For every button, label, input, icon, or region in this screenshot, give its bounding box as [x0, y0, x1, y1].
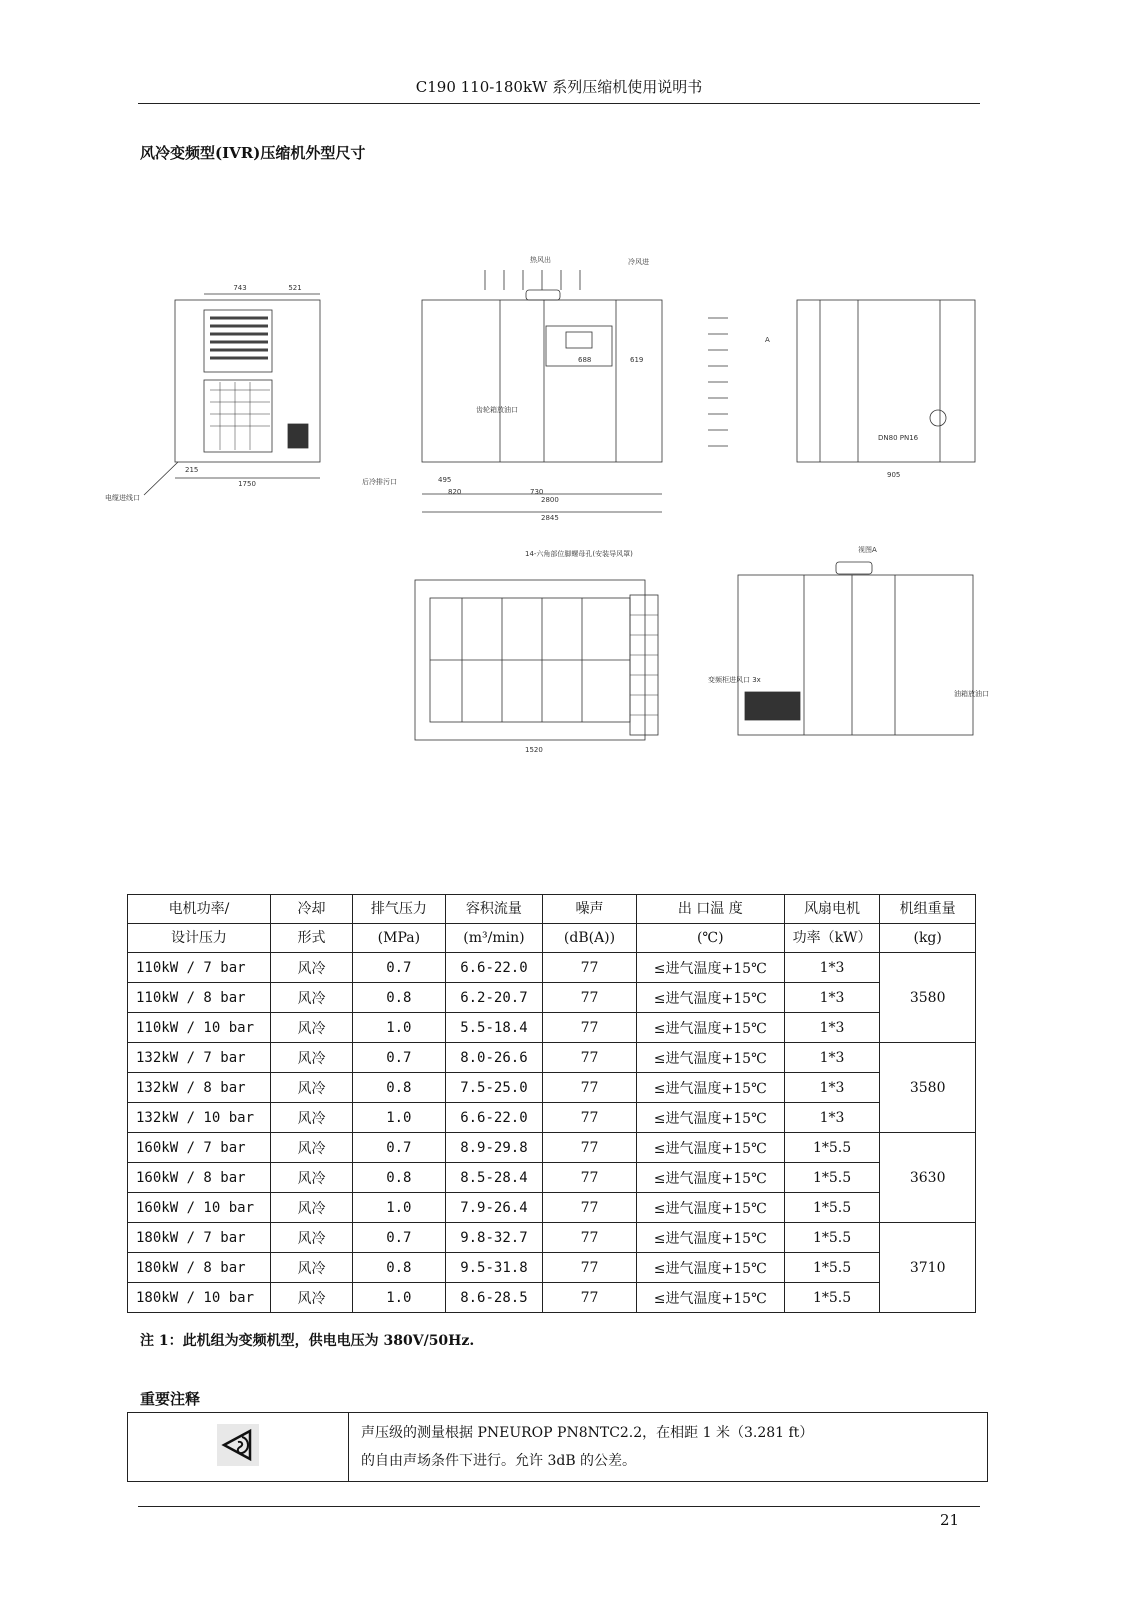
table-cell: ≤进气温度+15℃: [636, 983, 784, 1013]
table-cell: 1*5.5: [784, 1223, 880, 1253]
header-cell: (kg): [880, 924, 976, 953]
table-cell: 8.9-29.8: [445, 1133, 543, 1163]
table-cell: 9.5-31.8: [445, 1253, 543, 1283]
table-cell: 1*3: [784, 1013, 880, 1043]
header-cell: 电机功率/: [128, 895, 271, 924]
section-title: 风冷变频型(IVR)压缩机外型尺寸: [140, 144, 366, 162]
table-cell: 1.0: [353, 1193, 446, 1223]
table-row: [128, 1253, 976, 1283]
weight-cell: 3710: [880, 1223, 976, 1313]
table-cell: 5.5-18.4: [445, 1013, 543, 1043]
table-cell: 110kW / 8 bar: [128, 983, 271, 1013]
table-cell: 132kW / 7 bar: [128, 1043, 271, 1073]
table-row: [128, 1133, 976, 1163]
svg-text:495: 495: [438, 476, 452, 484]
page-number: 21: [940, 1511, 960, 1529]
weight-cell: 3580: [880, 1043, 976, 1133]
weight-cell: 3580: [880, 953, 976, 1043]
page-header: C190 110-180kW 系列压缩机使用说明书: [415, 78, 703, 96]
table-cell: 77: [543, 1103, 637, 1133]
table-cell: 风冷: [270, 1223, 352, 1253]
table-cell: ≤进气温度+15℃: [636, 1133, 784, 1163]
table-cell: 77: [543, 1223, 637, 1253]
important-title: 重要注释: [140, 1390, 201, 1408]
table-cell: 8.6-28.5: [445, 1283, 543, 1313]
table-row: [128, 983, 976, 1013]
header-cell: 机组重量: [880, 895, 976, 924]
svg-text:820: 820: [448, 488, 462, 496]
view-a: [708, 545, 989, 735]
note-1: 注 1：此机组为变频机型，供电电压为 380V/50Hz.: [140, 1333, 475, 1349]
table-cell: 0.7: [353, 1223, 446, 1253]
table-header-row-2: [128, 924, 976, 953]
table-cell: 1.0: [353, 1103, 446, 1133]
table-row: [128, 1043, 976, 1073]
svg-text:齿轮箱放油口: 齿轮箱放油口: [476, 406, 518, 414]
important-text-cell: [349, 1413, 988, 1482]
table-row: [128, 1223, 976, 1253]
table-cell: ≤进气温度+15℃: [636, 1043, 784, 1073]
svg-text:2845: 2845: [541, 514, 559, 522]
header-cell: 容积流量: [445, 895, 543, 924]
table-row: [128, 1013, 976, 1043]
dimension-drawing: [100, 250, 989, 780]
header-cell: 功率（kW）: [784, 924, 880, 953]
table-cell: 8.5-28.4: [445, 1163, 543, 1193]
table-cell: 风冷: [270, 1253, 352, 1283]
table-cell: 77: [543, 1043, 637, 1073]
table-cell: 77: [543, 1163, 637, 1193]
svg-text:2800: 2800: [541, 496, 559, 504]
table-cell: 132kW / 10 bar: [128, 1103, 271, 1133]
table-cell: ≤进气温度+15℃: [636, 1103, 784, 1133]
table-cell: 1*3: [784, 1103, 880, 1133]
table-cell: 132kW / 8 bar: [128, 1073, 271, 1103]
header-cell: (℃): [636, 924, 784, 953]
table-cell: 1*3: [784, 1043, 880, 1073]
svg-text:14-六角部位脚螺母孔(安装导风罩): 14-六角部位脚螺母孔(安装导风罩): [525, 550, 633, 558]
svg-text:215: 215: [185, 466, 199, 474]
table-cell: 110kW / 7 bar: [128, 953, 271, 983]
table-cell: 0.8: [353, 983, 446, 1013]
table-cell: 160kW / 8 bar: [128, 1163, 271, 1193]
table-cell: 0.7: [353, 953, 446, 983]
table-cell: 1*5.5: [784, 1163, 880, 1193]
header-cell: (m³/min): [445, 924, 543, 953]
header-cell: 形式: [270, 924, 352, 953]
table-cell: 77: [543, 1073, 637, 1103]
table-cell: 风冷: [270, 1013, 352, 1043]
table-cell: 1*3: [784, 953, 880, 983]
table-cell: 风冷: [270, 1193, 352, 1223]
table-cell: 77: [543, 1013, 637, 1043]
table-cell: 180kW / 7 bar: [128, 1223, 271, 1253]
svg-text:619: 619: [630, 356, 644, 364]
table-cell: 7.9-26.4: [445, 1193, 543, 1223]
table-cell: ≤进气温度+15℃: [636, 1013, 784, 1043]
svg-text:后冷排污口: 后冷排污口: [362, 478, 397, 486]
header-cell: 冷却: [270, 895, 352, 924]
table-row: [128, 1103, 976, 1133]
table-cell: ≤进气温度+15℃: [636, 1223, 784, 1253]
footer-rule: [138, 1506, 980, 1507]
table-cell: 77: [543, 953, 637, 983]
table-cell: 77: [543, 1283, 637, 1313]
header-rule: [138, 103, 980, 104]
table-cell: 1*5.5: [784, 1193, 880, 1223]
svg-text:热风出: 热风出: [530, 256, 551, 264]
important-note-table: [127, 1412, 988, 1482]
table-row: [128, 1193, 976, 1223]
table-cell: 6.2-20.7: [445, 983, 543, 1013]
header-cell: (dB(A)): [543, 924, 637, 953]
svg-text:变频柜进风口 3x: 变频柜进风口 3x: [708, 676, 761, 684]
table-cell: 0.8: [353, 1253, 446, 1283]
table-cell: 风冷: [270, 1283, 352, 1313]
table-row: [128, 953, 976, 983]
table-cell: 0.7: [353, 1133, 446, 1163]
table-cell: 8.0-26.6: [445, 1043, 543, 1073]
important-line-1: 声压级的测量根据 PNEUROP PN8NTC2.2，在相距 1 米（3.281 ft）: [361, 1425, 814, 1441]
table-cell: ≤进气温度+15℃: [636, 1073, 784, 1103]
table-cell: 1*3: [784, 1073, 880, 1103]
svg-text:1750: 1750: [238, 480, 256, 488]
table-cell: 77: [543, 1133, 637, 1163]
table-cell: 0.8: [353, 1073, 446, 1103]
table-cell: 110kW / 10 bar: [128, 1013, 271, 1043]
table-row: [128, 1283, 976, 1313]
header-cell: 风扇电机: [784, 895, 880, 924]
noise-warning-cell: [128, 1413, 349, 1482]
table-cell: 风冷: [270, 1103, 352, 1133]
header-cell: 出 口温 度: [636, 895, 784, 924]
svg-text:油箱放油口: 油箱放油口: [954, 690, 989, 698]
table-cell: 风冷: [270, 1133, 352, 1163]
header-cell: 设计压力: [128, 924, 271, 953]
table-cell: 77: [543, 983, 637, 1013]
table-cell: 1*5.5: [784, 1283, 880, 1313]
svg-text:688: 688: [578, 356, 592, 364]
table-cell: 9.8-32.7: [445, 1223, 543, 1253]
header-cell: (MPa): [353, 924, 446, 953]
table-cell: 180kW / 10 bar: [128, 1283, 271, 1313]
header-cell: 排气压力: [353, 895, 446, 924]
svg-text:DN80 PN16: DN80 PN16: [878, 434, 919, 442]
svg-text:视图A: 视图A: [858, 546, 877, 554]
table-cell: 1*5.5: [784, 1133, 880, 1163]
right-view: [765, 300, 975, 479]
table-cell: 77: [543, 1193, 637, 1223]
table-cell: ≤进气温度+15℃: [636, 1253, 784, 1283]
table-cell: 风冷: [270, 1073, 352, 1103]
top-view: [415, 549, 658, 754]
table-cell: 77: [543, 1253, 637, 1283]
table-cell: 1.0: [353, 1013, 446, 1043]
table-row: [128, 1073, 976, 1103]
table-cell: 160kW / 7 bar: [128, 1133, 271, 1163]
table-cell: ≤进气温度+15℃: [636, 1163, 784, 1193]
svg-text:730: 730: [530, 488, 544, 496]
table-cell: 1*5.5: [784, 1253, 880, 1283]
svg-text:743: 743: [233, 284, 247, 292]
important-line-2: 的自由声场条件下进行。允许 3dB 的公差。: [361, 1453, 637, 1469]
weight-cell: 3630: [880, 1133, 976, 1223]
table-cell: 180kW / 8 bar: [128, 1253, 271, 1283]
svg-text:1520: 1520: [525, 746, 543, 754]
table-cell: 7.5-25.0: [445, 1073, 543, 1103]
table-cell: 6.6-22.0: [445, 953, 543, 983]
table-cell: 风冷: [270, 1043, 352, 1073]
table-cell: 1*3: [784, 983, 880, 1013]
table-cell: 6.6-22.0: [445, 1103, 543, 1133]
spec-table: [127, 894, 976, 1313]
table-cell: 0.8: [353, 1163, 446, 1193]
svg-text:A: A: [765, 336, 770, 344]
table-row: [128, 1163, 976, 1193]
table-header-row-1: [128, 895, 976, 924]
table-cell: 风冷: [270, 1163, 352, 1193]
header-cell: 噪声: [543, 895, 637, 924]
svg-text:521: 521: [288, 284, 302, 292]
table-cell: 160kW / 10 bar: [128, 1193, 271, 1223]
table-cell: ≤进气温度+15℃: [636, 953, 784, 983]
side-view: [362, 255, 728, 522]
table-cell: 风冷: [270, 983, 352, 1013]
table-cell: 1.0: [353, 1283, 446, 1313]
table-cell: 风冷: [270, 953, 352, 983]
table-cell: ≤进气温度+15℃: [636, 1193, 784, 1223]
svg-text:电缆进线口: 电缆进线口: [105, 494, 140, 502]
table-cell: ≤进气温度+15℃: [636, 1283, 784, 1313]
table-cell: 0.7: [353, 1043, 446, 1073]
svg-text:905: 905: [887, 471, 901, 479]
front-view: [105, 284, 320, 502]
ear-noise-icon: [216, 1423, 260, 1467]
svg-text:冷风进: 冷风进: [628, 258, 649, 266]
